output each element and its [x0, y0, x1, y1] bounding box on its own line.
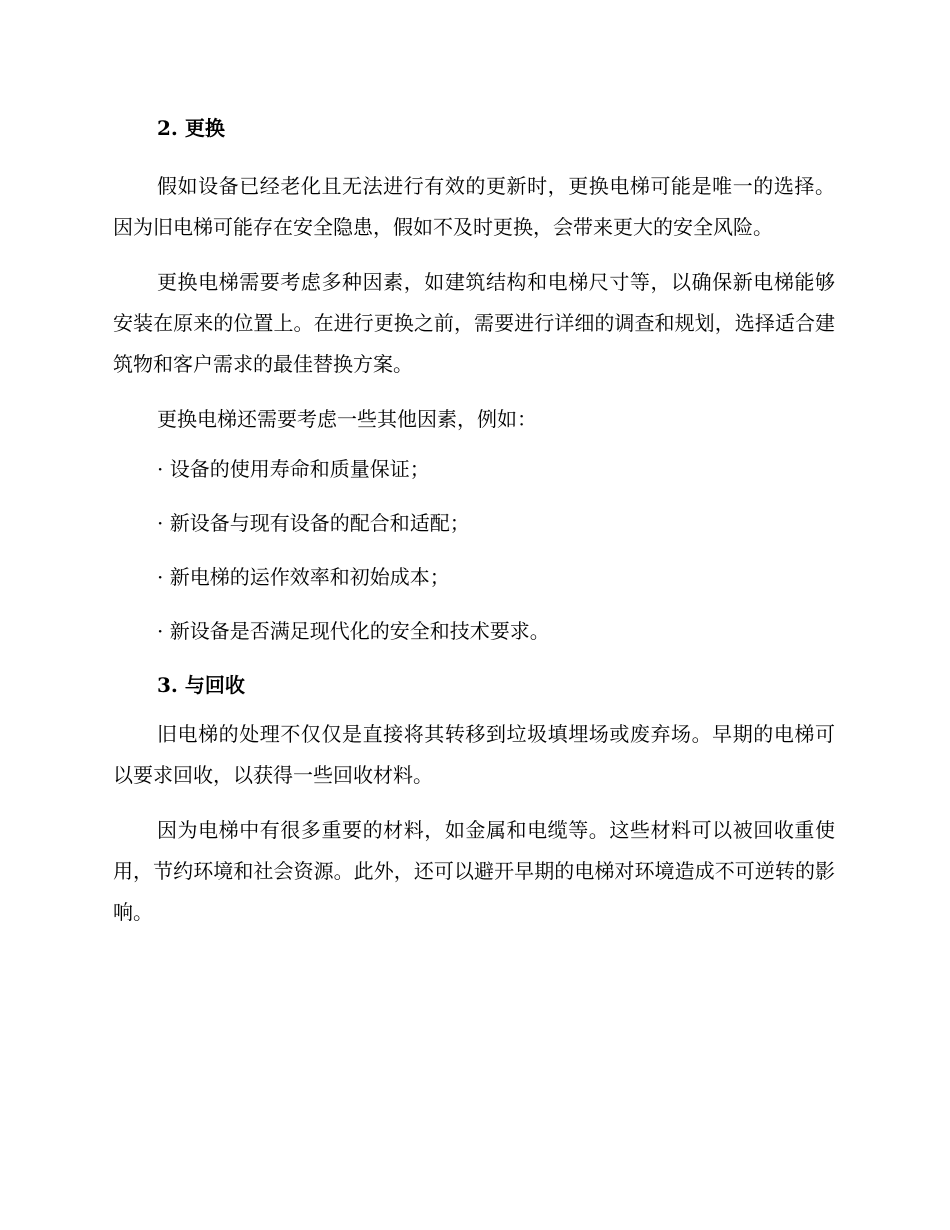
paragraph: 因为电梯中有很多重要的材料，如金属和电缆等。这些材料可以被回收重使用，节约环境和社会资源。此外，还可以避开早期的电梯对环境造成不可逆转的影响。 [113, 818, 835, 924]
list-item: · 新电梯的运作效率和初始成本； [157, 565, 450, 589]
bullet-list [113, 453, 835, 647]
document-body [113, 112, 835, 933]
paragraph: 旧电梯的处理不仅仅是直接将其转移到垃圾填埋场或废弃场。早期的电梯可以要求回收，以获得一些回收材料。 [113, 722, 835, 787]
paragraph: 假如设备已经老化且无法进行有效的更新时，更换电梯可能是唯一的选择。因为旧电梯可能存在安全隐患，假如不及时更换，会带来更大的安全风险。 [113, 174, 835, 239]
paragraph: 更换电梯需要考虑多种因素，如建筑结构和电梯尺寸等，以确保新电梯能够安装在原来的位置上。在进行更换之前，需要进行详细的调查和规划，选择适合建筑物和客户需求的最佳替换方案。 [113, 270, 835, 376]
list-item: · 新设备与现有设备的配合和适配； [157, 511, 470, 535]
list-item: · 设备的使用寿命和质量保证； [157, 457, 430, 481]
section-heading-replace: 2. 更换 [157, 116, 225, 140]
paragraph: 更换电梯还需要考虑一些其他因素，例如： [157, 407, 537, 431]
list-item: · 新设备是否满足现代化的安全和技术要求。 [157, 619, 550, 643]
section-heading-recycle: 3. 与回收 [157, 673, 245, 697]
